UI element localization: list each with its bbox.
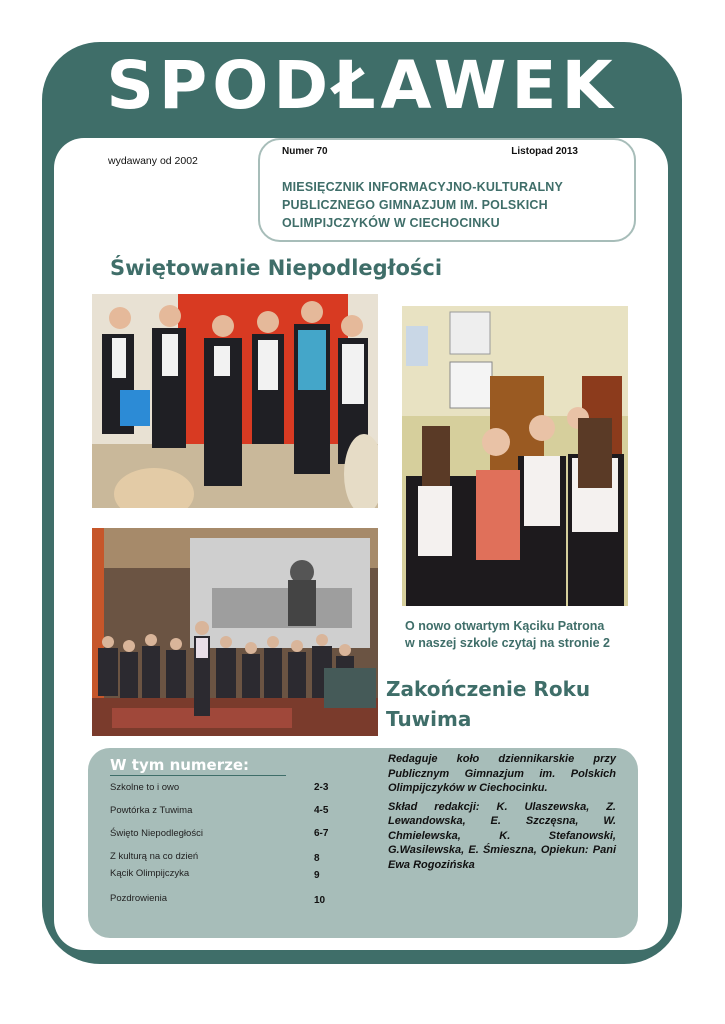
caption-line: O nowo otwartym Kąciku Patrona	[405, 619, 605, 633]
photo-students-stage	[92, 294, 378, 508]
toc-item-label: Powtórka z Tuwima	[110, 805, 193, 816]
subtitle-line: OLIMPIJCZYKÓW W CIECHOCINKU	[282, 216, 500, 230]
publication-subtitle	[282, 178, 622, 232]
caption-line: w naszej szkole czytaj na stronie 2	[405, 636, 610, 650]
issue-number: Numer 70	[282, 146, 328, 157]
headline-line: Tuwima	[386, 707, 472, 731]
toc-item-page: 6-7	[314, 828, 329, 839]
toc-item-page: 2-3	[314, 782, 329, 793]
subtitle-line: MIESIĘCZNIK INFORMACYJNO-KULTURALNY	[282, 180, 564, 194]
toc-title: W tym numerze:	[110, 756, 250, 774]
masthead-title: SPODŁAWEK	[106, 47, 618, 124]
toc-item-page: 8	[314, 853, 320, 864]
photo-patron-corner	[402, 306, 628, 606]
editorial-info	[388, 752, 616, 876]
toc-item-page: 9	[314, 870, 320, 881]
patron-corner-caption	[405, 618, 610, 652]
issue-info-box	[258, 138, 636, 242]
table-of-contents	[88, 748, 638, 938]
toc-item-label: Szkolne to i owo	[110, 782, 180, 793]
headline-independence: Świętowanie Niepodległości	[110, 256, 443, 280]
editorial-publisher: Redaguje koło dziennikarskie przy Publicznym Gimnazjum im. Polskich Olimpijczyków w Ciechocinku.	[388, 753, 616, 794]
toc-item-page: 10	[314, 895, 326, 906]
toc-item-label: Z kulturą na co dzień	[110, 851, 199, 862]
photo-tuwim-event	[92, 528, 378, 736]
editorial-staff: Skład redakcji: K. Ulaszewska, Z. Lewandowska, E. Szczęsna, W. Chmielewska, K. Stefanowski, G.Wasilewska, E. Śmieszna, Opiekun: Pani Ewa Rogozińska	[388, 800, 616, 871]
toc-divider	[110, 775, 286, 776]
toc-item-page: 4-5	[314, 805, 329, 816]
toc-item-label: Święto Niepodległości	[110, 828, 203, 839]
toc-item-label: Kącik Olimpijczyka	[110, 868, 190, 879]
since-text: wydawany od 2002	[108, 155, 198, 167]
headline-tuwim-year	[386, 674, 646, 734]
headline-line: Zakończenie Roku	[386, 677, 591, 701]
subtitle-line: PUBLICZNEGO GIMNAZJUM IM. POLSKICH	[282, 198, 548, 212]
issue-date: Listopad 2013	[511, 146, 578, 157]
toc-item-label: Pozdrowienia	[110, 893, 168, 904]
